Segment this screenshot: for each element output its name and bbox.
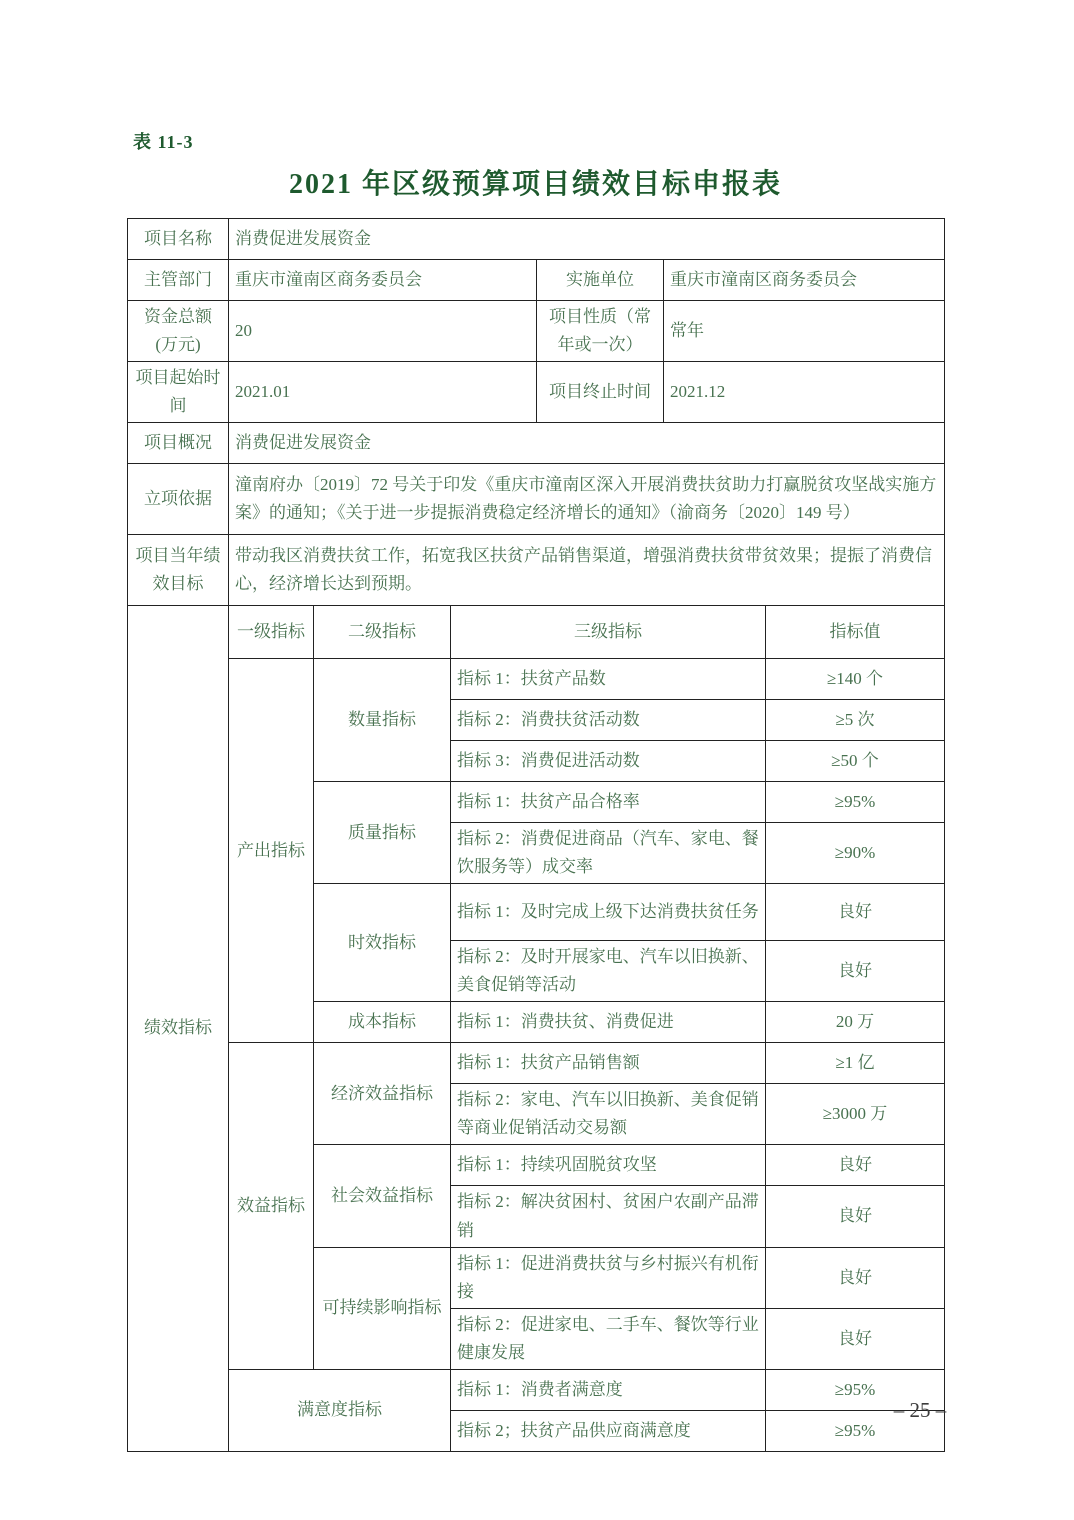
indicator-text: 指标 1：扶贫产品销售额: [451, 1043, 766, 1084]
page-title: 2021 年区级预算项目绩效目标申报表: [288, 169, 782, 200]
indicator-value: 良好: [766, 1308, 945, 1369]
indicator-text: 指标 3：消费促进活动数: [451, 741, 766, 782]
amount-label: 资金总额(万元): [128, 301, 229, 362]
indicator-text: 指标 2：家电、汽车以旧换新、美食促销等商业促销活动交易额: [451, 1084, 766, 1145]
nature-label: 项目性质（常年或一次）: [537, 301, 664, 362]
indicator-value: ≥95%: [766, 1369, 945, 1410]
level2-economic: 经济效益指标: [314, 1043, 451, 1145]
end-date-label: 项目终止时间: [537, 362, 664, 423]
indicator-text: 指标 1：扶贫产品数: [451, 659, 766, 700]
indicator-value: ≥50 个: [766, 741, 945, 782]
indicator-text: 指标 2；扶贫产品供应商满意度: [451, 1410, 766, 1451]
dept-label: 主管部门: [128, 260, 229, 301]
level1-benefit: 效益指标: [229, 1043, 314, 1369]
impl-unit-label: 实施单位: [537, 260, 664, 301]
form-tag: 表 11-3: [133, 132, 194, 152]
indicator-text: 指标 2：解决贫困村、贫困户农副产品滞销: [451, 1186, 766, 1247]
indicator-row: [128, 659, 945, 700]
header-level1: 一级指标: [229, 606, 314, 659]
indicator-text: 指标 1：扶贫产品合格率: [451, 782, 766, 823]
overview-value: 消费促进发展资金: [229, 423, 945, 464]
header-level3: 三级指标: [451, 606, 766, 659]
level2-social: 社会效益指标: [314, 1145, 451, 1247]
level2-cost: 成本指标: [314, 1002, 451, 1043]
table-row: [128, 260, 945, 301]
level2-timeliness: 时效指标: [314, 884, 451, 1002]
indicator-text: 指标 2：及时开展家电、汽车以旧换新、美食促销等活动: [451, 941, 766, 1002]
overview-label: 项目概况: [128, 423, 229, 464]
level2-quantity: 数量指标: [314, 659, 451, 782]
indicator-text: 指标 1：持续巩固脱贫攻坚: [451, 1145, 766, 1186]
impl-unit-value: 重庆市潼南区商务委员会: [664, 260, 945, 301]
header-value: 指标值: [766, 606, 945, 659]
project-name-value: 消费促进发展资金: [229, 219, 945, 260]
indicator-value: ≥90%: [766, 823, 945, 884]
indicator-value: 良好: [766, 1247, 945, 1308]
annual-target-value: 带动我区消费扶贫工作，拓宽我区扶贫产品销售渠道，增强消费扶贫带贫效果；提振了消费信心，经济增长达到预期。: [229, 535, 945, 606]
indicator-text: 指标 2：消费促进商品（汽车、家电、餐饮服务等）成交率: [451, 823, 766, 884]
dept-value: 重庆市潼南区商务委员会: [229, 260, 537, 301]
table-row: [128, 464, 945, 535]
page-number: – 25 –: [893, 1398, 947, 1422]
table-row: [128, 362, 945, 423]
amount-value: 20: [229, 301, 537, 362]
basis-label: 立项依据: [128, 464, 229, 535]
level1-output: 产出指标: [229, 659, 314, 1043]
indicator-row: [128, 1369, 945, 1410]
indicator-text: 指标 1：消费者满意度: [451, 1369, 766, 1410]
indicator-header-row: [128, 606, 945, 659]
indicator-value: 良好: [766, 1186, 945, 1247]
indicator-text: 指标 2：消费扶贫活动数: [451, 700, 766, 741]
start-date-value: 2021.01: [229, 362, 537, 423]
indicator-text: 指标 1：消费扶贫、消费促进: [451, 1002, 766, 1043]
indicator-value: 20 万: [766, 1002, 945, 1043]
indicator-value: ≥95%: [766, 782, 945, 823]
nature-value: 常年: [664, 301, 945, 362]
table-row: [128, 301, 945, 362]
level2-satisfaction: 满意度指标: [229, 1369, 451, 1451]
level2-quality: 质量指标: [314, 782, 451, 884]
performance-indicator-label: 绩效指标: [128, 606, 229, 1452]
indicator-value: ≥5 次: [766, 700, 945, 741]
start-date-label: 项目起始时间: [128, 362, 229, 423]
indicator-value: 良好: [766, 884, 945, 941]
indicator-value: ≥3000 万: [766, 1084, 945, 1145]
table-row: [128, 423, 945, 464]
header-level2: 二级指标: [314, 606, 451, 659]
indicator-row: [128, 1043, 945, 1084]
indicator-text: 指标 2：促进家电、二手车、餐饮等行业健康发展: [451, 1308, 766, 1369]
basis-value: 潼南府办〔2019〕72 号关于印发《重庆市潼南区深入开展消费扶贫助力打赢脱贫攻坚战实施方案》的通知；《关于进一步提振消费稳定经济增长的通知》（渝商务〔2020〕149 号）: [229, 464, 945, 535]
indicator-value: 良好: [766, 1145, 945, 1186]
indicator-value: ≥95%: [766, 1410, 945, 1451]
indicator-value: 良好: [766, 941, 945, 1002]
indicator-text: 指标 1：及时完成上级下达消费扶贫任务: [451, 884, 766, 941]
table-row: [128, 535, 945, 606]
indicator-value: ≥140 个: [766, 659, 945, 700]
performance-target-table: [127, 218, 945, 1452]
annual-target-label: 项目当年绩效目标: [128, 535, 229, 606]
table-row: [128, 219, 945, 260]
project-name-label: 项目名称: [128, 219, 229, 260]
indicator-text: 指标 1：促进消费扶贫与乡村振兴有机衔接: [451, 1247, 766, 1308]
indicator-value: ≥1 亿: [766, 1043, 945, 1084]
level2-sustainable: 可持续影响指标: [314, 1247, 451, 1369]
end-date-value: 2021.12: [664, 362, 945, 423]
